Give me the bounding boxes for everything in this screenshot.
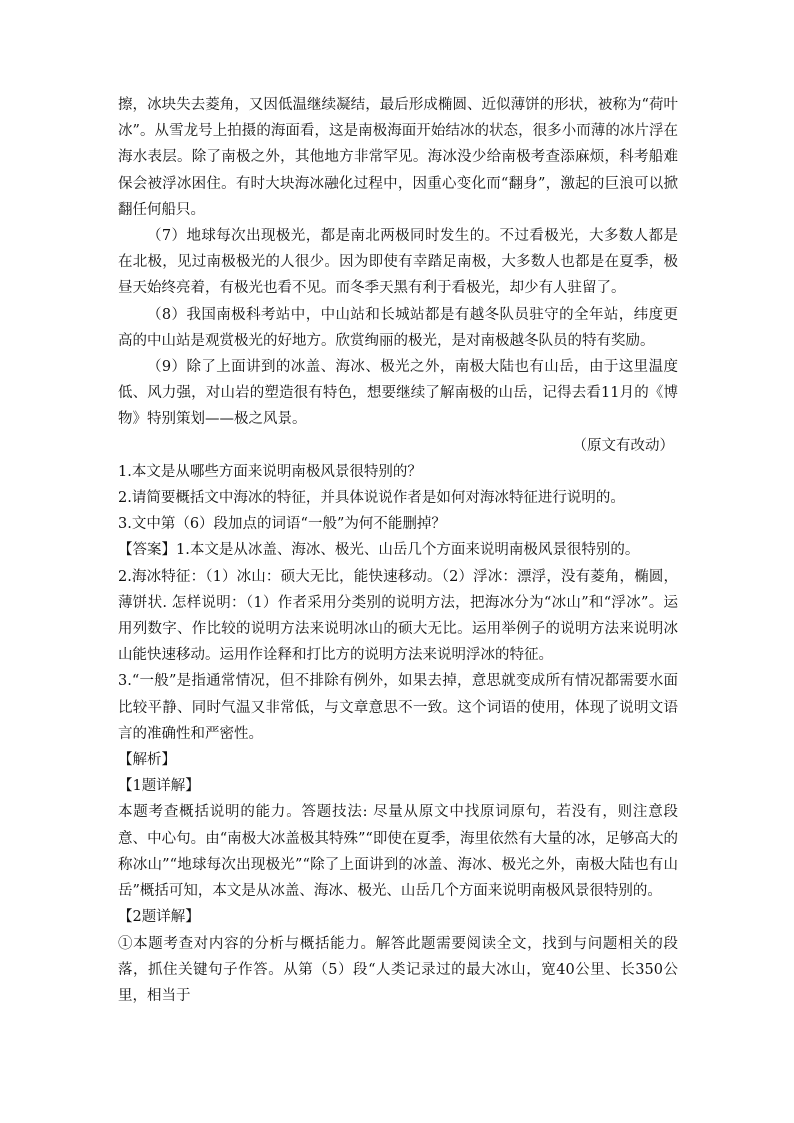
answer-3: 3.“一般”是指通常情况，但不排除有例外，如果去掉，意思就变成所有情况都需要水面比较平静、同时气温又非常低，与文章意思不一致。这个词语的使用，体现了说明文语言的准确性和严密性。 xyxy=(118,673,678,742)
paragraph-9: （9）除了上面讲到的冰盖、海冰、极光之外，南极大陆也有山岳，由于这里温度低、风力强，对山岩的塑造很有特色，想要继续了解南极的山岳，记得去看11月的《博物》特别策划——极之风景。 xyxy=(118,359,678,428)
q1-detail-heading: 【1题详解】 xyxy=(118,778,200,795)
question-1: 1.本文是从哪些方面来说明南极风景很特别的？ xyxy=(118,463,422,480)
paragraph-6-continued: 擦，冰块失去菱角，又因低温继续凝结，最后形成椭圆、近似薄饼的形状，被称为“荷叶冰”。从雪龙号上拍摄的海面看，这是南极海面开始结冰的状态，很多小而薄的冰片浮在海水表层。除了南极之外，其他地方非常罕见。海冰没少给南极考查添麻烦，科考船难保会被浮冰困住。有时大块海冰融化过程中，因重心变化而“翻身”，激起的巨浪可以掀翻任何船只。 xyxy=(118,97,678,218)
answer-2: 2.海冰特征：（1）冰山：硕大无比，能快速移动。（2）浮冰：漂浮，没有菱角，椭圆，薄饼状. 怎样说明：（1）作者采用分类别的说明方法，把海冰分为“冰山”和“浮冰”。运用列数字、作比较的说明方法来说明冰山的硕大无比。运用举例子的说明方法来说明冰山能快速移动。运用作诠释和打比方的说明方法来说明浮冰的特征。 xyxy=(118,568,678,664)
paragraph-8: （8）我国南极科考站中，中山站和长城站都是有越冬队员驻守的全年站，纬度更高的中山站是观赏极光的好地方。欣赏绚丽的极光，是对南极越冬队员的特有奖励。 xyxy=(118,306,678,349)
source-note: （原文有改动） xyxy=(572,437,674,454)
q2-detail-heading: 【2题详解】 xyxy=(118,909,200,926)
paragraph-7: （7）地球每次出现极光，都是南北两极同时发生的。不过看极光，大多数人都是在北极，见过南极极光的人很少。因为即使有幸踏足南极，大多数人也都是在夏季，极昼天始终亮着，有极光也看不见。而冬季天黑有利于看极光，却少有人驻留了。 xyxy=(118,228,678,297)
analysis-heading: 【解析】 xyxy=(118,752,176,769)
answer-1: 【答案】1.本文是从冰盖、海冰、极光、山岳几个方面来说明南极风景很特别的。 xyxy=(118,542,640,559)
q1-detail-text: 本题考查概括说明的能力。答题技法: 尽量从原文中找原词原句，若没有，则注意段意、中心句。由“南极大冰盖极其特殊”“即使在夏季，海里依然有大量的冰，足够高大的称冰山”“地球每次出现极光”“除了上面讲到的冰盖、海冰、极光之外，南极大陆也有山岳”概括可知，本文是从冰盖、海冰、极光、山岳几个方面来说明南极风景很特别的。 xyxy=(118,804,678,900)
question-3: 3.文中第（6）段加点的词语“一般”为何不能删掉？ xyxy=(118,516,446,533)
document-page xyxy=(118,92,678,1009)
question-2: 2.请简要概括文中海冰的特征，并具体说说作者是如何对海冰特征进行说明的。 xyxy=(118,490,625,507)
q2-detail-text: ①本题考查对内容的分析与概括能力。解答此题需要阅读全文，找到与问题相关的段落，抓住关键句子作答。从第（5）段“人类记录过的最大冰山，宽40公里、长350公里，相当于 xyxy=(118,935,678,1004)
